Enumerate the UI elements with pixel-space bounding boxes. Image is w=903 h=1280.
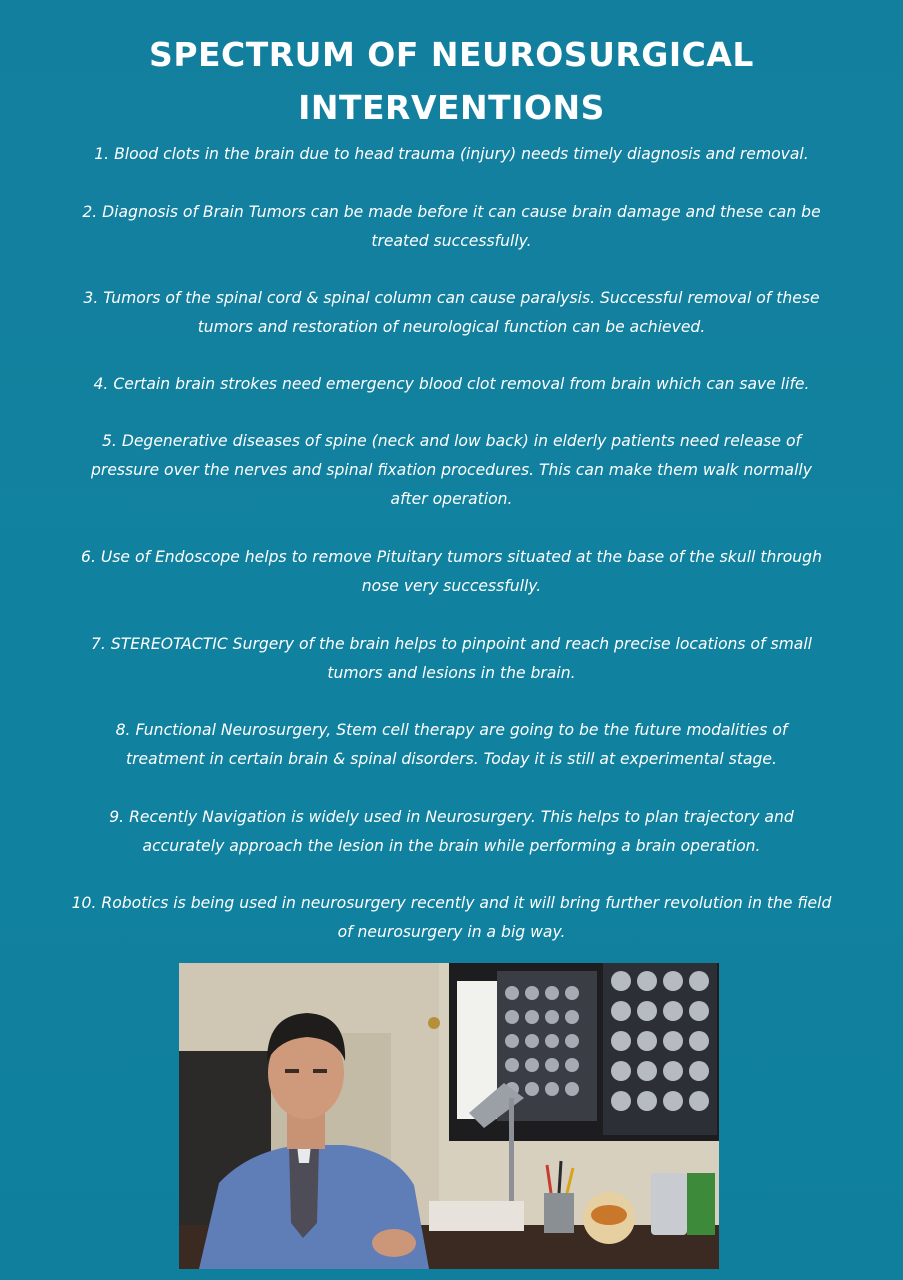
list-item-text: accurately approach the lesion in the brain while performing a brain operation. xyxy=(142,837,761,855)
list-item-text: pressure over the nerves and spinal fixation procedures. This can make them walk normally xyxy=(91,461,812,479)
list-item-text: 10. Robotics is being used in neurosurgery recently and it will bring further revolution in the field xyxy=(71,894,832,912)
list-item-4 xyxy=(0,370,903,399)
list-item-2 xyxy=(0,198,903,256)
list-item-5 xyxy=(0,427,903,514)
list-item-text: nose very successfully. xyxy=(361,577,542,595)
list-item-3 xyxy=(0,284,903,342)
list-item-text: 9. Recently Navigation is widely used in Neurosurgery. This helps to plan trajectory and xyxy=(109,808,794,826)
list-item-text: 6. Use of Endoscope helps to remove Pituitary tumors situated at the base of the skull through xyxy=(81,548,822,566)
title-line-1: SPECTRUM OF NEUROSURGICAL xyxy=(149,35,754,74)
title-line-2: INTERVENTIONS xyxy=(298,88,605,127)
list-item-text: 2. Diagnosis of Brain Tumors can be made before it can cause brain damage and these can be xyxy=(82,203,821,221)
list-item-6 xyxy=(0,543,903,601)
list-item-text: after operation. xyxy=(390,490,513,508)
list-item-text: 1. Blood clots in the brain due to head trauma (injury) needs timely diagnosis and removal. xyxy=(94,145,809,163)
list-item-text: 7. STEREOTACTIC Surgery of the brain helps to pinpoint and reach precise locations of small xyxy=(90,635,812,653)
list-item-text: tumors and restoration of neurological function can be achieved. xyxy=(197,318,706,336)
list-item-9 xyxy=(0,803,903,861)
doctor-at-desk-illustration xyxy=(179,963,719,1269)
list-item-text: 5. Degenerative diseases of spine (neck and low back) in elderly patients need release of xyxy=(102,432,801,450)
page-title xyxy=(0,28,903,134)
list-item-text: treatment in certain brain & spinal disorders. Today it is still at experimental stage. xyxy=(126,750,777,768)
list-item-1 xyxy=(0,140,903,169)
list-item-text: tumors and lesions in the brain. xyxy=(327,664,576,682)
doctor-photo xyxy=(179,963,719,1269)
list-item-10 xyxy=(0,889,903,947)
list-item-text: of neurosurgery in a big way. xyxy=(337,923,566,941)
list-item-text: 3. Tumors of the spinal cord & spinal column can cause paralysis. Successful removal of these xyxy=(83,289,820,307)
list-item-text: 4. Certain brain strokes need emergency blood clot removal from brain which can save life. xyxy=(93,375,810,393)
list-item-text: treated successfully. xyxy=(371,232,532,250)
list-item-text: 8. Functional Neurosurgery, Stem cell therapy are going to be the future modalities of xyxy=(115,721,788,739)
list-item-7 xyxy=(0,630,903,688)
list-item-8 xyxy=(0,716,903,774)
